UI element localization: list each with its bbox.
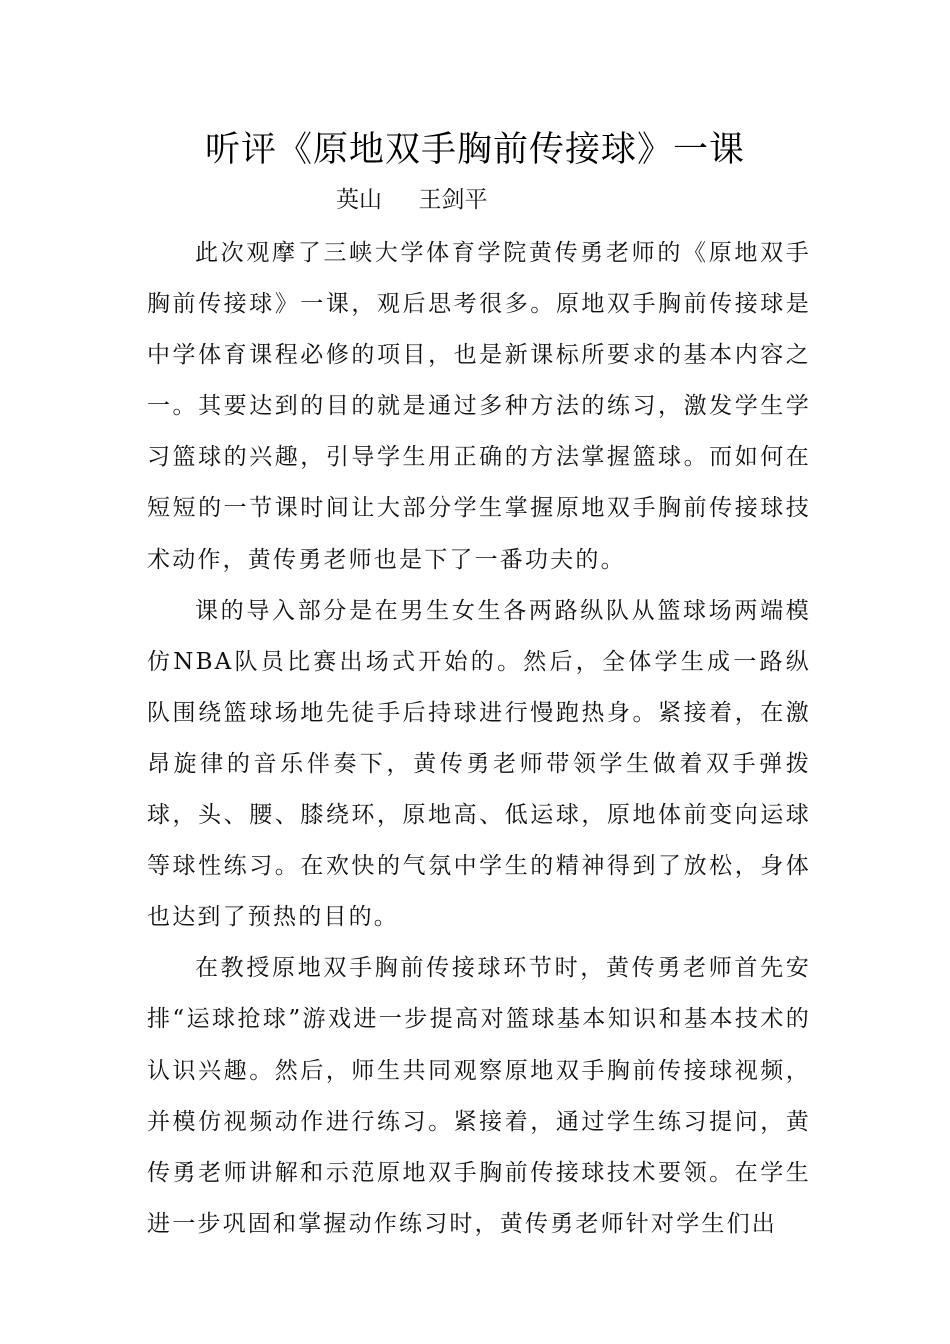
paragraph-2: 课的导入部分是在男生女生各两路纵队从篮球场两端模仿NBA队员比赛出场式开始的。然后，全体学生成一路纵队围绕篮球场地先徒手后持球进行慢跑热身。紧接着，在激昂旋律的音乐伴奏下，黄传勇老师带领学生做着双手弹拨球，头、腰、膝绕环，原地高、低运球，原地体前变向运球等球性练习。在欢快的气氛中学生的精神得到了放松，身体也达到了预热的目的。 [147,597,811,931]
paragraph-1: 此次观摩了三峡大学体育学院黄传勇老师的《原地双手胸前传接球》一课，观后思考很多。原地双手胸前传接球是中学体育课程必修的项目，也是新课标所要求的基本内容之一。其要达到的目的就是通过多种方法的练习，激发学生学习篮球的兴趣，引导学生用正确的方法掌握篮球。而如何在短短的一节课时间让大部分学生掌握原地双手胸前传接球技术动作，黄传勇老师也是下了一番功夫的。 [147,240,811,573]
author-line: 英山 王剑平 [336,187,488,213]
document-body [147,228,811,1250]
document-title: 听评《原地双手胸前传接球》一课 [204,130,745,170]
paragraph-3: 在教授原地双手胸前传接球环节时，黄传勇老师首先安排“运球抢球”游戏进一步提高对篮球基本知识和基本技术的认识兴趣。然后，师生共同观察原地双手胸前传接球视频，并模仿视频动作进行练习。紧接着，通过学生练习提问，黄传勇老师讲解和示范原地双手胸前传接球技术要领。在学生进一步巩固和掌握动作练习时，黄传勇老师针对学生们出 [147,955,811,1237]
